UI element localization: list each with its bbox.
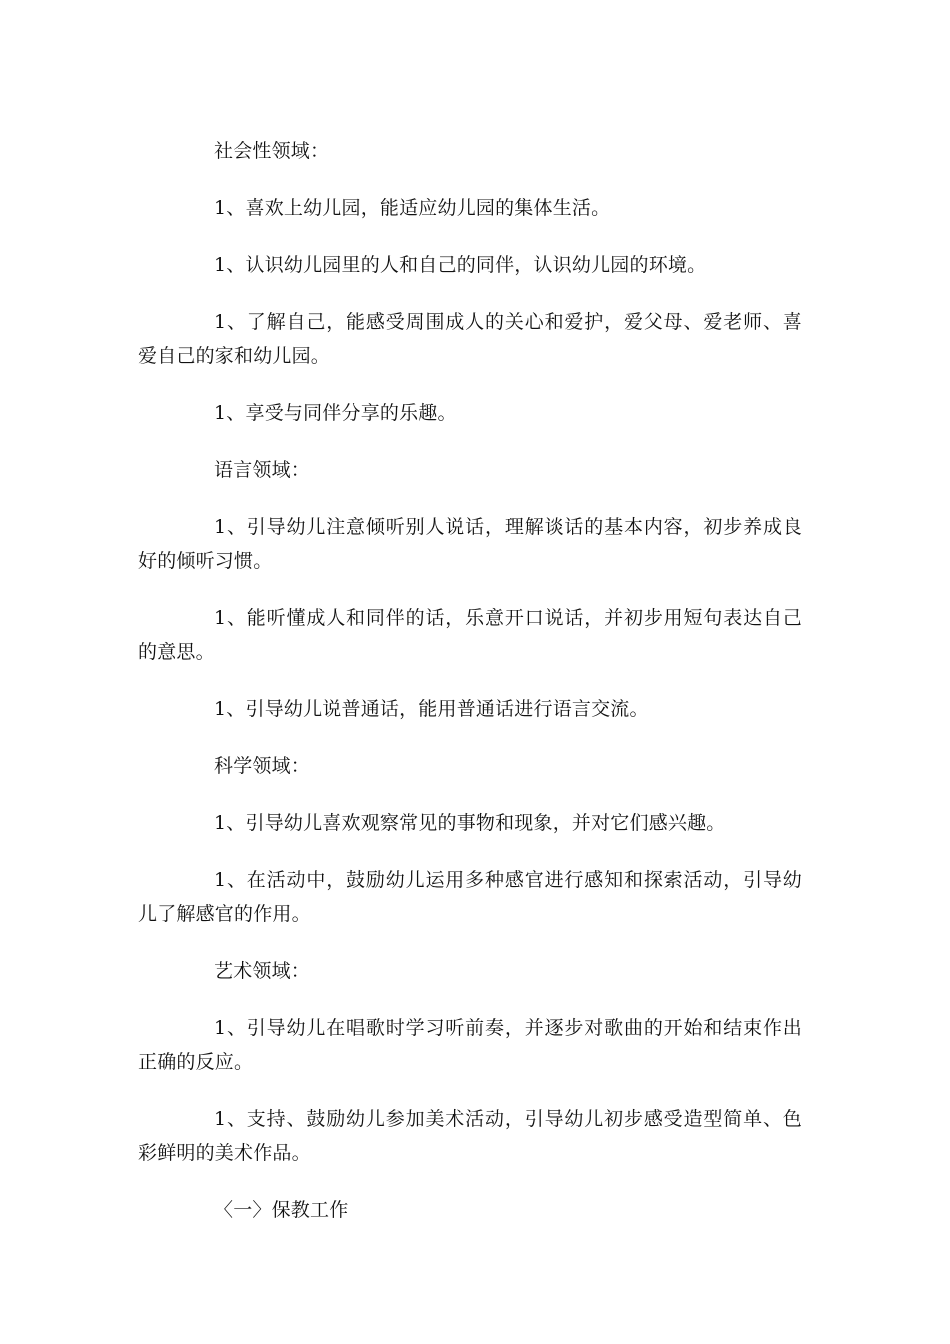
document-body — [138, 134, 802, 1250]
paragraph: 1、认识幼儿园里的人和自己的同伴，认识幼儿园的环境。 — [214, 254, 707, 276]
section-heading-social: 社会性领域： — [214, 140, 330, 162]
paragraph: 1、了解自己，能感受周围成人的关心和爱护，爱父母、爱老师、喜爱自己的家和幼儿园。 — [138, 311, 802, 367]
paragraph: 1、支持、鼓励幼儿参加美术活动，引导幼儿初步感受造型简单、色彩鲜明的美术作品。 — [138, 1108, 802, 1164]
section-heading-language: 语言领域： — [214, 459, 311, 481]
paragraph: 1、能听懂成人和同伴的话，乐意开口说话，并初步用短句表达自己的意思。 — [138, 607, 802, 663]
paragraph: 1、引导幼儿说普通话，能用普通话进行语言交流。 — [214, 698, 649, 720]
paragraph: 1、喜欢上幼儿园，能适应幼儿园的集体生活。 — [214, 197, 611, 219]
section-heading-art: 艺术领域： — [214, 960, 311, 982]
section-heading-science: 科学领域： — [214, 755, 311, 777]
section-heading-care-education: 〈一〉保教工作 — [214, 1199, 349, 1221]
paragraph: 1、享受与同伴分享的乐趣。 — [214, 402, 457, 424]
paragraph: 1、在活动中，鼓励幼儿运用多种感官进行感知和探索活动，引导幼儿了解感官的作用。 — [138, 869, 802, 925]
paragraph: 1、引导幼儿喜欢观察常见的事物和现象，并对它们感兴趣。 — [214, 812, 726, 834]
paragraph: 1、引导幼儿注意倾听别人说话，理解谈话的基本内容，初步养成良好的倾听习惯。 — [138, 516, 802, 572]
paragraph: 1、引导幼儿在唱歌时学习听前奏，并逐步对歌曲的开始和结束作出正确的反应。 — [138, 1017, 802, 1073]
